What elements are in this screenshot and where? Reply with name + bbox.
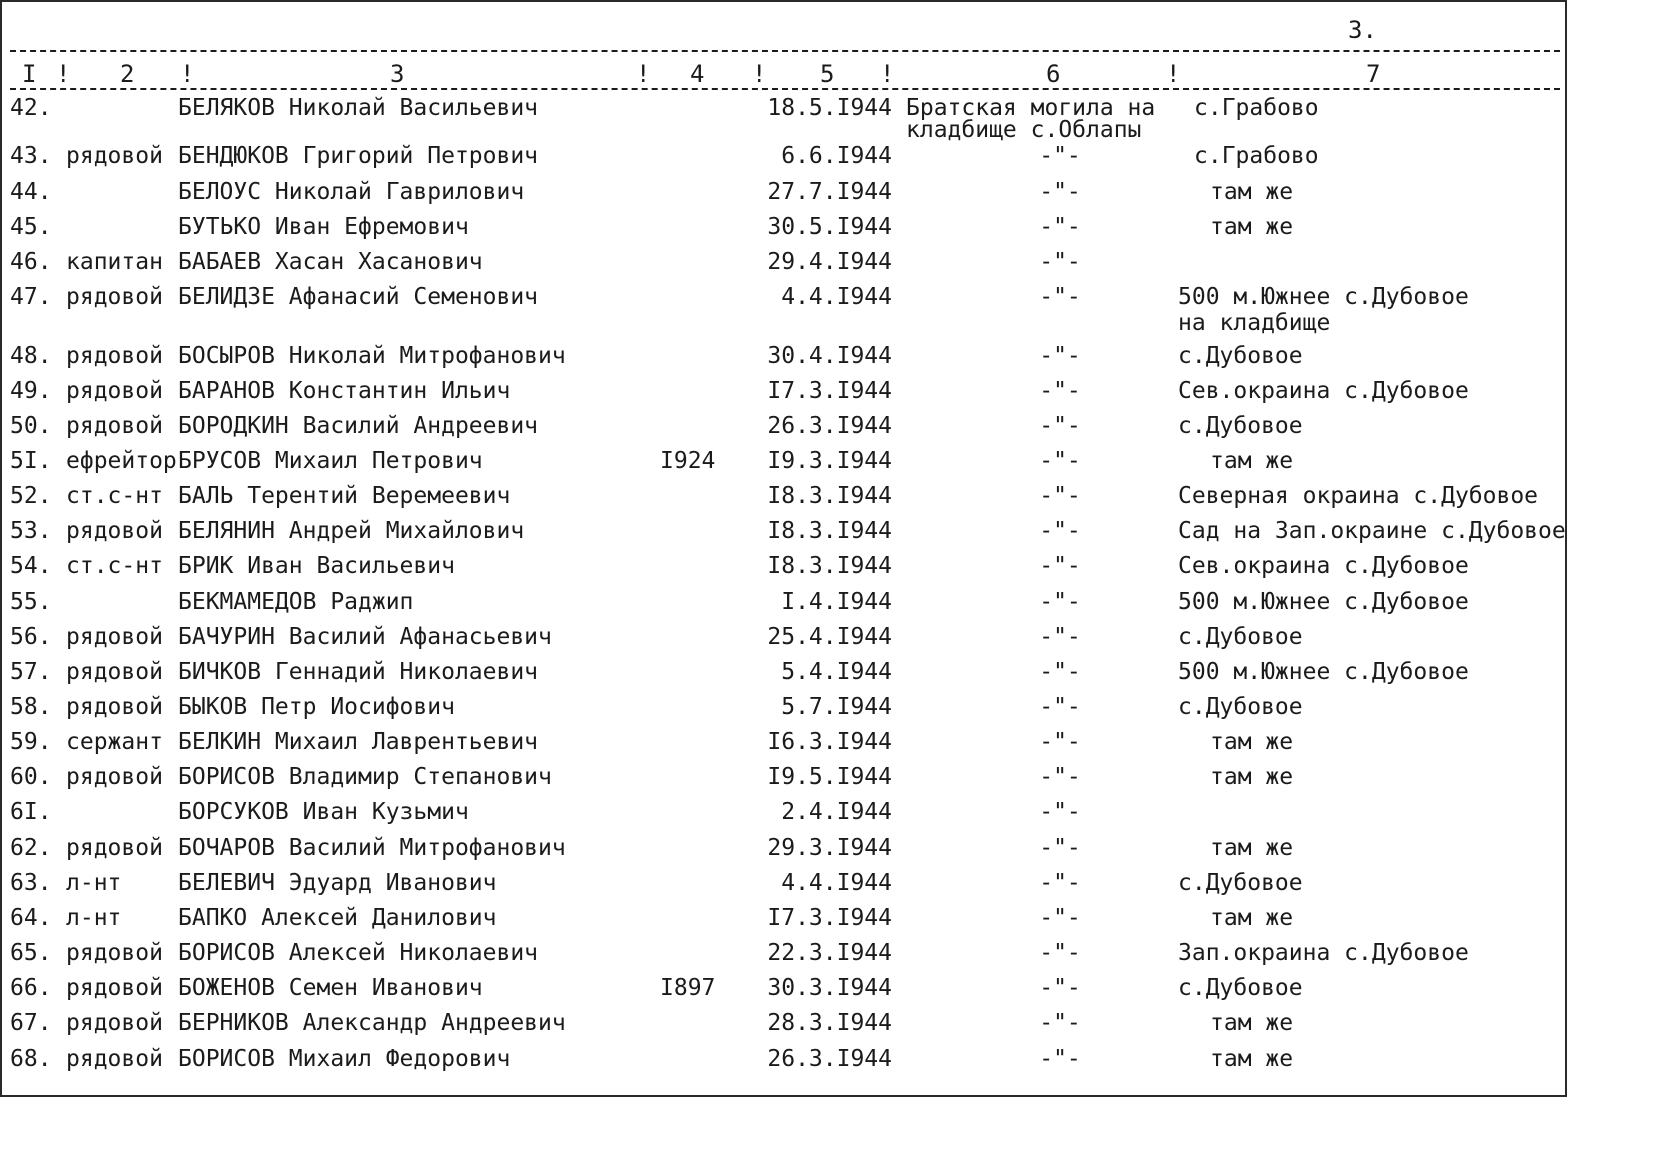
- cell-name: БЕЛЯКОВ Николай Васильевич: [178, 95, 539, 121]
- cell-burial: -"-: [1039, 624, 1081, 650]
- cell-burial: -"-: [1039, 553, 1081, 579]
- cell-burial: -"-: [1039, 729, 1081, 755]
- cell-date: I8.3.I944: [767, 518, 892, 544]
- header-sep: !: [56, 60, 71, 88]
- cell-burial: -"-: [1039, 483, 1081, 509]
- cell-name: БУТЬКО Иван Ефремович: [178, 214, 469, 240]
- cell-rank: рядовой: [66, 378, 163, 404]
- cell-date: I7.3.I944: [767, 378, 892, 404]
- cell-place: там же: [1210, 179, 1294, 205]
- cell-place: Северная окраина с.Дубовое: [1178, 483, 1539, 509]
- cell-num: 46.: [10, 249, 52, 275]
- header-col-1: I: [22, 60, 37, 88]
- cell-place: 500 м.Южнее с.Дубовое: [1178, 659, 1469, 685]
- cell-name: БОРИСОВ Владимир Степанович: [178, 764, 552, 790]
- header-sep: !: [752, 60, 767, 88]
- cell-date: 27.7.I944: [767, 179, 892, 205]
- cell-num: 48.: [10, 343, 52, 369]
- cell-name: БАБАЕВ Хасан Хасанович: [178, 249, 483, 275]
- cell-place: с.Дубовое: [1178, 975, 1303, 1001]
- cell-date: 2.4.I944: [781, 799, 892, 825]
- cell-num: 52.: [10, 483, 52, 509]
- cell-place: там же: [1210, 214, 1294, 240]
- cell-name: БЕЛКИН Михаил Лаврентьевич: [178, 729, 539, 755]
- cell-burial: -"-: [1039, 343, 1081, 369]
- cell-place: там же: [1210, 905, 1294, 931]
- cell-num: 65.: [10, 940, 52, 966]
- cell-name: БОЧАРОВ Василий Митрофанович: [178, 835, 566, 861]
- cell-place: с.Грабово: [1194, 95, 1319, 121]
- cell-rank: рядовой: [66, 1046, 163, 1072]
- cell-date: 30.5.I944: [767, 214, 892, 240]
- cell-date: 4.4.I944: [781, 284, 892, 310]
- cell-date: 5.4.I944: [781, 659, 892, 685]
- cell-place: там же: [1210, 1010, 1294, 1036]
- cell-burial: -"-: [1039, 413, 1081, 439]
- cell-date: I8.3.I944: [767, 553, 892, 579]
- cell-num: 53.: [10, 518, 52, 544]
- cell-name: БЕКМАМЕДОВ Раджип: [178, 589, 414, 615]
- cell-place: 500 м.Южнее с.Дубовое: [1178, 589, 1469, 615]
- cell-place: Сев.окраина с.Дубовое: [1178, 553, 1469, 579]
- cell-num: 54.: [10, 553, 52, 579]
- cell-date: 28.3.I944: [767, 1010, 892, 1036]
- cell-date: 26.3.I944: [767, 413, 892, 439]
- cell-name: БОРОДКИН Василий Андреевич: [178, 413, 539, 439]
- cell-burial: -"-: [1039, 835, 1081, 861]
- header-top-rule: [10, 50, 1560, 52]
- header-col-4: 4: [690, 60, 705, 88]
- header-sep: !: [636, 60, 651, 88]
- cell-rank: ефрейтор: [66, 448, 177, 474]
- cell-num: 67.: [10, 1010, 52, 1036]
- cell-burial: -"-: [1039, 975, 1081, 1001]
- cell-num: 59.: [10, 729, 52, 755]
- cell-rank: рядовой: [66, 1010, 163, 1036]
- cell-date: 22.3.I944: [767, 940, 892, 966]
- cell-rank: ст.с-нт: [66, 553, 163, 579]
- header-col-6: 6: [1046, 60, 1061, 88]
- cell-year: I897: [660, 975, 716, 1001]
- cell-place: Сад на Зап.окраине с.Дубовое: [1178, 518, 1566, 544]
- cell-num: 60.: [10, 764, 52, 790]
- cell-name: БОСЫРОВ Николай Митрофанович: [178, 343, 566, 369]
- cell-burial: -"-: [1039, 214, 1081, 240]
- cell-rank: рядовой: [66, 143, 163, 169]
- cell-date: 29.3.I944: [767, 835, 892, 861]
- cell-place: там же: [1210, 764, 1294, 790]
- cell-burial: -"-: [1039, 870, 1081, 896]
- cell-burial: -"-: [1039, 249, 1081, 275]
- cell-date: I6.3.I944: [767, 729, 892, 755]
- cell-place: там же: [1210, 729, 1294, 755]
- cell-burial: -"-: [1039, 518, 1081, 544]
- cell-name: БЕНДЮКОВ Григорий Петрович: [178, 143, 539, 169]
- header-col-2: 2: [120, 60, 135, 88]
- cell-num: 63.: [10, 870, 52, 896]
- cell-num: 47.: [10, 284, 52, 310]
- cell-date: 18.5.I944: [767, 95, 892, 121]
- cell-num: 44.: [10, 179, 52, 205]
- cell-burial: -"-: [1039, 589, 1081, 615]
- cell-name: БАПКО Алексей Данилович: [178, 905, 497, 931]
- cell-rank: рядовой: [66, 940, 163, 966]
- cell-burial: Братская могила на: [906, 95, 1156, 121]
- cell-rank: рядовой: [66, 343, 163, 369]
- cell-num: 56.: [10, 624, 52, 650]
- cell-rank: л-нт: [66, 905, 122, 931]
- header-sep: !: [1166, 60, 1181, 88]
- cell-place-line2: на кладбище: [1178, 310, 1331, 336]
- cell-rank: л-нт: [66, 870, 122, 896]
- cell-place: с.Дубовое: [1178, 343, 1303, 369]
- cell-rank: ст.с-нт: [66, 483, 163, 509]
- cell-place: Сев.окраина с.Дубовое: [1178, 378, 1469, 404]
- cell-place: 500 м.Южнее с.Дубовое: [1178, 284, 1469, 310]
- cell-num: 55.: [10, 589, 52, 615]
- cell-num: 42.: [10, 95, 52, 121]
- cell-rank: рядовой: [66, 624, 163, 650]
- cell-date: I7.3.I944: [767, 905, 892, 931]
- cell-date: 30.4.I944: [767, 343, 892, 369]
- cell-name: БОРИСОВ Михаил Федорович: [178, 1046, 511, 1072]
- cell-burial: -"-: [1039, 694, 1081, 720]
- header-sep: !: [880, 60, 895, 88]
- cell-num: 68.: [10, 1046, 52, 1072]
- cell-num: 49.: [10, 378, 52, 404]
- cell-rank: капитан: [66, 249, 163, 275]
- cell-name: БРИК Иван Васильевич: [178, 553, 455, 579]
- cell-burial: -"-: [1039, 179, 1081, 205]
- cell-burial: -"-: [1039, 764, 1081, 790]
- cell-date: I9.3.I944: [767, 448, 892, 474]
- cell-place: с.Дубовое: [1178, 413, 1303, 439]
- cell-name: БЕЛЕВИЧ Эдуард Иванович: [178, 870, 497, 896]
- cell-date: 25.4.I944: [767, 624, 892, 650]
- cell-name: БАЧУРИН Василий Афанасьевич: [178, 624, 552, 650]
- cell-name: БОРСУКОВ Иван Кузьмич: [178, 799, 469, 825]
- cell-num: 66.: [10, 975, 52, 1001]
- cell-rank: рядовой: [66, 975, 163, 1001]
- cell-rank: сержант: [66, 729, 163, 755]
- cell-date: I9.5.I944: [767, 764, 892, 790]
- cell-place: с.Грабово: [1194, 143, 1319, 169]
- cell-name: БОЖЕНОВ Семен Иванович: [178, 975, 483, 1001]
- cell-name: БЕЛОУС Николай Гаврилович: [178, 179, 525, 205]
- cell-name: БОРИСОВ Алексей Николаевич: [178, 940, 539, 966]
- cell-rank: рядовой: [66, 764, 163, 790]
- cell-num: 64.: [10, 905, 52, 931]
- cell-place: там же: [1210, 448, 1294, 474]
- cell-name: БИЧКОВ Геннадий Николаевич: [178, 659, 539, 685]
- cell-name: БЕЛИДЗЕ Афанасий Семенович: [178, 284, 539, 310]
- cell-place: там же: [1210, 1046, 1294, 1072]
- cell-num: 45.: [10, 214, 52, 240]
- cell-name: БЫКОВ Петр Иосифович: [178, 694, 455, 720]
- cell-burial: -"-: [1039, 143, 1081, 169]
- cell-name: БЕЛЯНИН Андрей Михайлович: [178, 518, 525, 544]
- cell-name: БАРАНОВ Константин Ильич: [178, 378, 511, 404]
- cell-place: с.Дубовое: [1178, 694, 1303, 720]
- cell-name: БЕРНИКОВ Александр Андреевич: [178, 1010, 566, 1036]
- cell-num: 50.: [10, 413, 52, 439]
- cell-burial: -"-: [1039, 284, 1081, 310]
- cell-num: 57.: [10, 659, 52, 685]
- cell-burial: -"-: [1039, 659, 1081, 685]
- cell-place: Зап.окраина с.Дубовое: [1178, 940, 1469, 966]
- cell-burial: -"-: [1039, 799, 1081, 825]
- cell-burial: -"-: [1039, 448, 1081, 474]
- cell-date: 6.6.I944: [781, 143, 892, 169]
- cell-num: 6I.: [10, 799, 52, 825]
- cell-date: 26.3.I944: [767, 1046, 892, 1072]
- cell-place: с.Дубовое: [1178, 624, 1303, 650]
- cell-num: 5I.: [10, 448, 52, 474]
- cell-burial: -"-: [1039, 905, 1081, 931]
- header-sep: !: [180, 60, 195, 88]
- cell-num: 62.: [10, 835, 52, 861]
- cell-num: 43.: [10, 143, 52, 169]
- cell-name: БАЛЬ Терентий Веремеевич: [178, 483, 511, 509]
- cell-year: I924: [660, 448, 716, 474]
- cell-date: I8.3.I944: [767, 483, 892, 509]
- cell-burial: -"-: [1039, 1010, 1081, 1036]
- cell-date: 30.3.I944: [767, 975, 892, 1001]
- header-bottom-rule: [10, 88, 1560, 90]
- cell-rank: рядовой: [66, 659, 163, 685]
- cell-date: 29.4.I944: [767, 249, 892, 275]
- cell-date: I.4.I944: [781, 589, 892, 615]
- header-col-5: 5: [820, 60, 835, 88]
- cell-place: с.Дубовое: [1178, 870, 1303, 896]
- cell-name: БРУСОВ Михаил Петрович: [178, 448, 483, 474]
- cell-rank: рядовой: [66, 694, 163, 720]
- cell-date: 5.7.I944: [781, 694, 892, 720]
- cell-rank: рядовой: [66, 518, 163, 544]
- header-col-3: 3: [390, 60, 405, 88]
- cell-place: там же: [1210, 835, 1294, 861]
- cell-burial: -"-: [1039, 378, 1081, 404]
- cell-burial-line2: кладбище с.Облапы: [906, 117, 1142, 143]
- cell-rank: рядовой: [66, 835, 163, 861]
- cell-rank: рядовой: [66, 284, 163, 310]
- cell-burial: -"-: [1039, 1046, 1081, 1072]
- cell-burial: -"-: [1039, 940, 1081, 966]
- cell-num: 58.: [10, 694, 52, 720]
- header-col-7: 7: [1366, 60, 1381, 88]
- cell-rank: рядовой: [66, 413, 163, 439]
- page-number: 3.: [1348, 16, 1377, 44]
- cell-date: 4.4.I944: [781, 870, 892, 896]
